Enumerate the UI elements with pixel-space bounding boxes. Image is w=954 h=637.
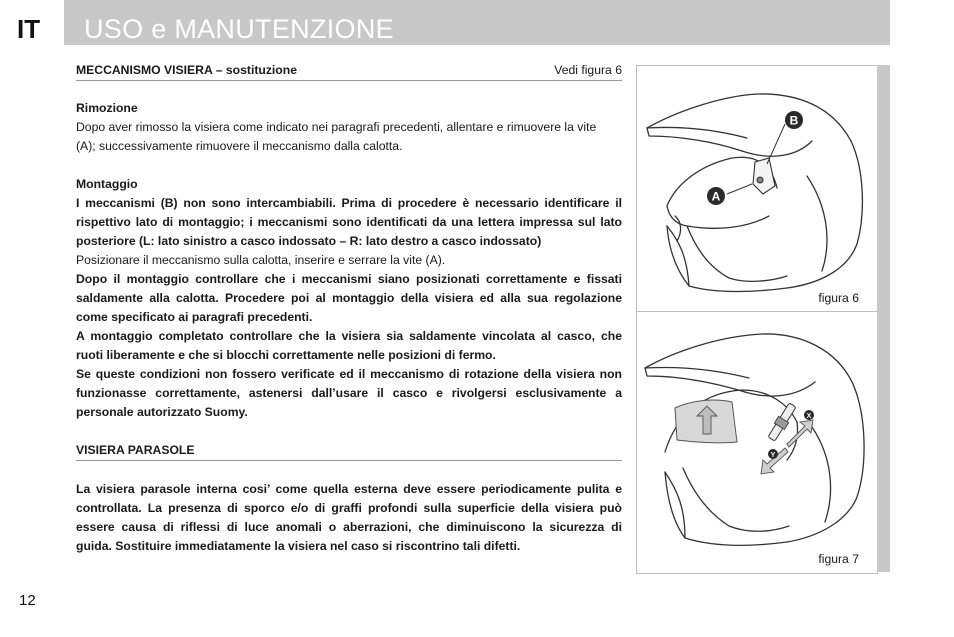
removal-block [76, 99, 622, 156]
removal-line: Dopo aver rimosso la visiera come indicato nei paragrafi precedenti, allentare e rimuovere la vite [76, 120, 597, 134]
section-heading-visor-mechanism [76, 62, 622, 81]
assembly-line: posteriore (L: lato sinistro a casco indossato – R: lato destro a casco indossato) [76, 234, 542, 248]
assembly-line: saldamente alla calotta. Procedere poi al montaggio della visiera ed alla sua regolazione [76, 291, 622, 305]
language-code: IT [17, 14, 41, 44]
header-bar [64, 0, 890, 45]
sun-visor-block [76, 480, 622, 556]
assembly-line: I meccanismi (B) non sono intercambiabili. Prima di procedere è necessario identificare il [76, 196, 622, 210]
figure-reference: Vedi figura 6 [554, 63, 622, 77]
assembly-line: funzionasse correttamente, astenersi dall’usare il casco e rivolgersi esclusivamente a [76, 386, 622, 400]
assembly-line: Se queste condizioni non fossero verificate ed il meccanismo di rotazione della visiera non [76, 367, 622, 381]
page-number: 12 [19, 592, 36, 609]
assembly-line: A montaggio completato controllare che la visiera sia saldamente vincolata al casco, che [76, 329, 622, 343]
assembly-title: Montaggio [76, 177, 138, 191]
figure-6-panel [636, 65, 878, 312]
section-heading-text: VISIERA PARASOLE [76, 443, 195, 457]
sun-visor-line: guida. Sostituire immediatamente la visiera nel caso si riscontrino tali difetti. [76, 539, 521, 553]
removal-title: Rimozione [76, 101, 138, 115]
section-heading-sun-visor [76, 442, 622, 461]
helmet-illustration-fig6 [637, 66, 877, 311]
sun-visor-line: controllata. La presenza di sporco e/o di graffi profondi sulla superficie della visiera può [76, 501, 622, 515]
assembly-line: personale autorizzato Suomy. [76, 405, 248, 419]
assembly-line: ruoti liberamente e che si blocchi correttamente nelle posizioni di fermo. [76, 348, 496, 362]
figure-6-caption: figura 6 [818, 291, 859, 305]
figure-7-panel [636, 311, 878, 574]
assembly-line: come specificato ai paragrafi precedenti. [76, 310, 313, 324]
label-y: Y [770, 452, 776, 459]
assembly-line: rispettivo lato di montaggio; i meccanismi sono identificati da una lettera impressa sul lato [76, 215, 622, 229]
figure-7-caption: figura 7 [818, 552, 859, 566]
assembly-line: Dopo il montaggio controllare che i meccanismi siano posizionati correttamente e fissati [76, 272, 622, 286]
label-a: A [711, 189, 721, 204]
sun-visor-line: essere causa di riflessi di luce anomali o aberrazioni, che diminuiscono la sicurezza di [76, 520, 622, 534]
assembly-block [76, 175, 622, 422]
assembly-line: Posizionare il meccanismo sulla calotta, inserire e serrare la vite (A). [76, 253, 446, 267]
page-title: USO e MANUTENZIONE [84, 14, 394, 44]
section-heading-text: MECCANISMO VISIERA – sostituzione [76, 63, 297, 77]
label-b: B [789, 113, 799, 128]
removal-line: (A); successivamente rimuovere il meccanismo dalla calotta. [76, 139, 403, 153]
helmet-illustration-fig7 [637, 312, 877, 573]
sun-visor-line: La visiera parasole interna cosi’ come quella esterna deve essere periodicamente pulita e [76, 482, 622, 496]
label-x: X [806, 413, 812, 420]
figure-side-strip [877, 65, 890, 572]
